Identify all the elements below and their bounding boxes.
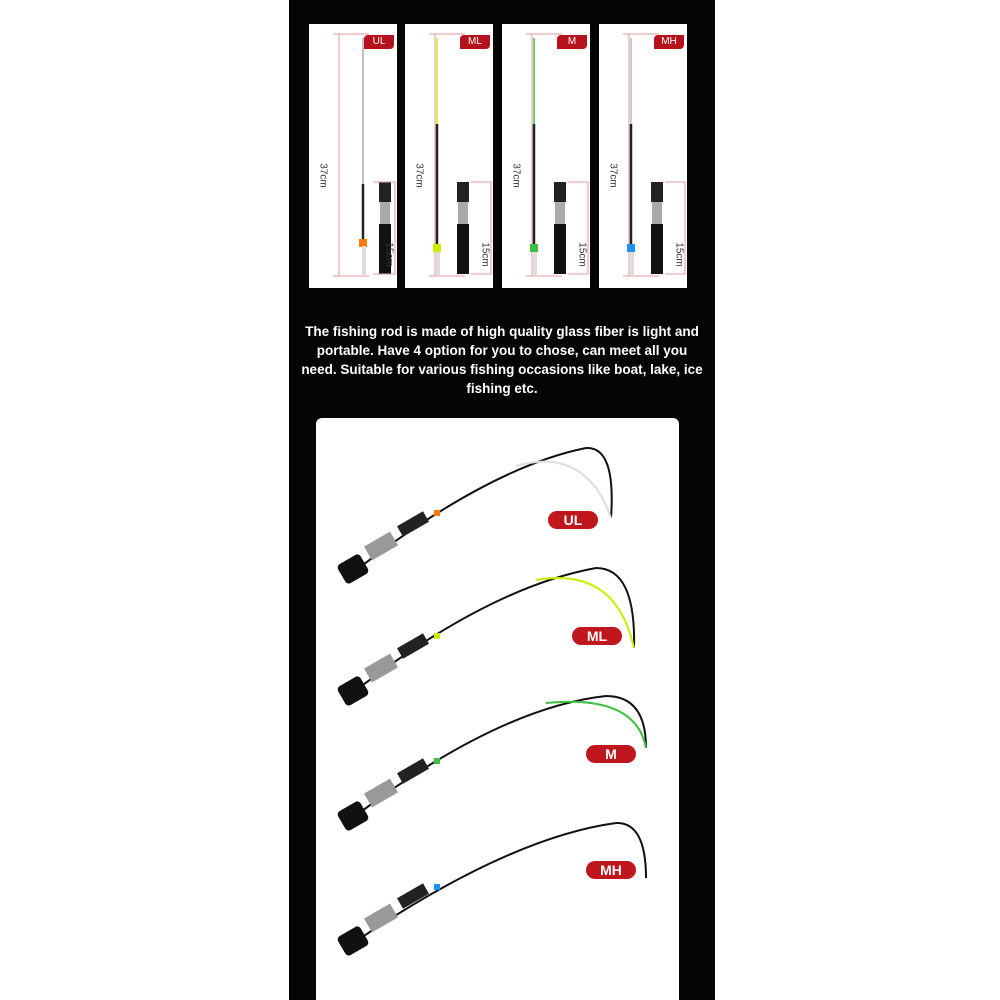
bent-rod-mh <box>336 823 646 957</box>
bent-rod-m <box>336 696 646 832</box>
handle-length-label: 15cm <box>383 242 395 267</box>
power-label-m: M <box>586 745 636 763</box>
length-label: 37cm <box>510 163 522 188</box>
handle-length-label: 15cm <box>576 242 588 267</box>
length-label: 37cm <box>607 163 619 188</box>
power-label-ul: UL <box>548 511 598 529</box>
rod-showcase <box>316 418 679 1000</box>
length-label: 37cm <box>413 163 425 188</box>
rod-power-badge: M <box>557 35 587 49</box>
handle-length-label: 15cm <box>673 242 685 267</box>
rod-panel-mh <box>599 24 687 288</box>
bent-rods-illustration <box>316 418 679 1000</box>
rod-power-badge: MH <box>654 35 684 49</box>
length-label: 37cm <box>317 163 329 188</box>
handle-length-label: 15cm <box>479 242 491 267</box>
rod-panel-ml <box>405 24 493 288</box>
rod-panel-ul <box>309 24 397 288</box>
power-label-ml: ML <box>572 627 622 645</box>
rod-panel-m <box>502 24 590 288</box>
product-description: The fishing rod is made of high quality glass fiber is light and portable. Have 4 option for you to chose, can meet all you need. Suitable for various fishing occasions like boat, lake, ice fishing etc. <box>301 324 703 396</box>
rod-power-badge: ML <box>460 35 490 49</box>
power-label-mh: MH <box>586 861 636 879</box>
rod-power-badge: UL <box>364 35 394 49</box>
